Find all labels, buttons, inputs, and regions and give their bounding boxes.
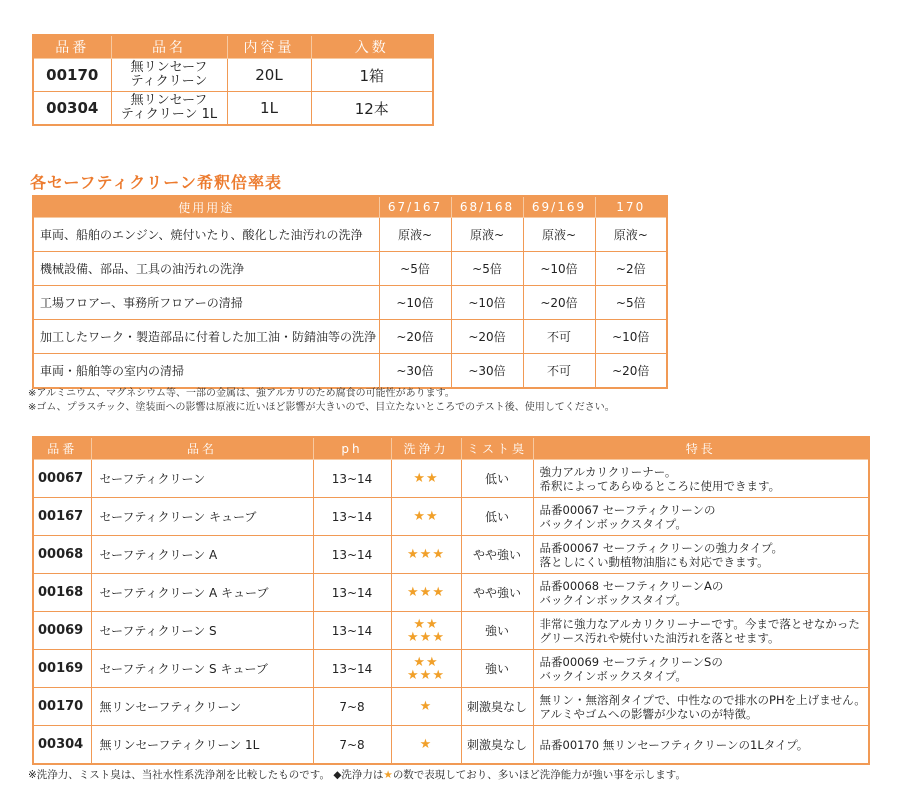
product-ph: 7~8 bbox=[313, 726, 391, 765]
cleaning-power-stars bbox=[391, 460, 461, 498]
ratio-cell: ~30倍 bbox=[379, 354, 451, 389]
usage-cell: 工場フロアー、事務所フロアーの清掃 bbox=[33, 286, 379, 320]
feature-line2: 落としにくい動植物油脂にも対応できます。 bbox=[539, 554, 769, 569]
header-mist-odor: ミスト臭 bbox=[461, 437, 533, 460]
mist-odor: 低い bbox=[461, 460, 533, 498]
mist-odor: 刺激臭なし bbox=[461, 726, 533, 765]
header-code: 品番 bbox=[33, 437, 91, 460]
stars-line1: ★★ bbox=[413, 509, 439, 524]
feature-line1: 品番00067 セーフティクリーンの bbox=[539, 502, 716, 517]
table-row bbox=[33, 612, 869, 650]
footer-note bbox=[28, 767, 686, 782]
cleaning-power-stars bbox=[391, 612, 461, 650]
header-67-167: 67/167 bbox=[379, 196, 451, 218]
product-code: 00169 bbox=[33, 650, 91, 688]
product-features bbox=[533, 726, 869, 765]
ratio-cell: ~5倍 bbox=[379, 252, 451, 286]
ratio-cell: ~10倍 bbox=[451, 286, 523, 320]
cleaning-power-stars bbox=[391, 688, 461, 726]
ratio-cell: 原液~ bbox=[595, 218, 667, 252]
table-row bbox=[33, 354, 667, 389]
table-row bbox=[33, 688, 869, 726]
stars-line1: ★ bbox=[419, 737, 433, 752]
footer-note-stars-desc: の数で表現しており、多いほど洗浄能力が強い事を示します。 bbox=[392, 769, 686, 781]
product-ph: 7~8 bbox=[313, 688, 391, 726]
product-name-line2: ティクリーン bbox=[130, 74, 208, 89]
table-row bbox=[33, 252, 667, 286]
dilution-notes bbox=[28, 387, 615, 415]
note-metal: ※アルミニウム、マグネシウム等、一部の金属は、強アルカリのため腐食の可能性があります。 bbox=[28, 388, 455, 399]
stars-line1: ★★ bbox=[413, 654, 439, 670]
stars-line1: ★ bbox=[419, 699, 433, 714]
cleaning-power-stars bbox=[391, 536, 461, 574]
ratio-cell: ~20倍 bbox=[523, 286, 595, 320]
product-qty: 1箱 bbox=[311, 59, 433, 92]
product-code: 00068 bbox=[33, 536, 91, 574]
feature-line2: バックインボックスタイプ。 bbox=[539, 516, 687, 531]
usage-cell: 機械設備、部品、工具の油汚れの洗浄 bbox=[33, 252, 379, 286]
header-qty: 入数 bbox=[311, 35, 433, 59]
ratio-cell: ~10倍 bbox=[523, 252, 595, 286]
mist-odor: やや強い bbox=[461, 574, 533, 612]
header-ph: ph bbox=[313, 437, 391, 460]
product-name bbox=[111, 59, 227, 92]
ratio-cell: ~10倍 bbox=[595, 320, 667, 354]
feature-line1: 品番00069 セーフティクリーンSの bbox=[539, 654, 723, 669]
header-name: 品名 bbox=[91, 437, 313, 460]
ratio-cell: ~5倍 bbox=[595, 286, 667, 320]
star-icon: ★ bbox=[383, 769, 393, 781]
mist-odor: やや強い bbox=[461, 536, 533, 574]
feature-line2: 希釈によってあらゆるところに使用できます。 bbox=[539, 478, 781, 493]
footer-note-comparison: ※洗浄力、ミスト臭は、当社水性系洗浄剤を比較したものです。 bbox=[28, 769, 330, 781]
stars-line1: ★★★ bbox=[407, 547, 445, 562]
cleaning-power-stars bbox=[391, 726, 461, 765]
header-use: 使用用途 bbox=[33, 196, 379, 218]
product-name: セーフティクリーン A bbox=[91, 536, 313, 574]
product-code: 00168 bbox=[33, 574, 91, 612]
ratio-cell: 原液~ bbox=[379, 218, 451, 252]
stars-line2: ★★★ bbox=[407, 629, 445, 645]
product-code: 00304 bbox=[33, 92, 111, 126]
product-features bbox=[533, 460, 869, 498]
product-ph: 13~14 bbox=[313, 574, 391, 612]
product-features bbox=[533, 688, 869, 726]
feature-line1: 非常に強力なアルカリクリーナーです。今まで落とせなかった bbox=[539, 616, 860, 631]
product-name-line1: 無リンセーフ bbox=[130, 93, 208, 108]
feature-line1: 品番00170 無リンセーフティクリーンの1Lタイプ。 bbox=[539, 737, 809, 752]
feature-line1: 強力アルカリクリーナー。 bbox=[539, 464, 677, 479]
product-name: セーフティクリーン A キューブ bbox=[91, 574, 313, 612]
dilution-table-header bbox=[33, 196, 667, 218]
product-name: 無リンセーフティクリーン 1L bbox=[91, 726, 313, 765]
stars-line1: ★★★ bbox=[407, 585, 445, 600]
mist-odor: 低い bbox=[461, 498, 533, 536]
ratio-cell: 不可 bbox=[523, 320, 595, 354]
header-volume: 内容量 bbox=[227, 35, 311, 59]
product-name: セーフティクリーン S bbox=[91, 612, 313, 650]
product-ph: 13~14 bbox=[313, 536, 391, 574]
ratio-cell: 原液~ bbox=[523, 218, 595, 252]
product-name-line1: 無リンセーフ bbox=[130, 60, 208, 75]
ratio-cell: ~2倍 bbox=[595, 252, 667, 286]
product-features bbox=[533, 498, 869, 536]
table-row bbox=[33, 498, 869, 536]
product-code: 00167 bbox=[33, 498, 91, 536]
product-code: 00304 bbox=[33, 726, 91, 765]
product-volume: 1L bbox=[227, 92, 311, 126]
ratio-cell: 不可 bbox=[523, 354, 595, 389]
product-name: セーフティクリーン S キューブ bbox=[91, 650, 313, 688]
usage-cell: 車両、船舶のエンジン、焼付いたり、酸化した油汚れの洗浄 bbox=[33, 218, 379, 252]
product-code: 00170 bbox=[33, 688, 91, 726]
table-row bbox=[33, 536, 869, 574]
feature-line1: 無リン・無溶剤タイプで、中性なので排水のPHを上げません。 bbox=[539, 692, 866, 707]
ratio-cell: ~20倍 bbox=[451, 320, 523, 354]
table-row bbox=[33, 726, 869, 765]
ratio-cell: 原液~ bbox=[451, 218, 523, 252]
table-row bbox=[33, 218, 667, 252]
ratio-cell: ~20倍 bbox=[595, 354, 667, 389]
dilution-table bbox=[32, 195, 668, 389]
feature-line1: 品番00067 セーフティクリーンの強力タイプ。 bbox=[539, 540, 784, 555]
feature-line2: グリース汚れや焼付いた油汚れを落とせます。 bbox=[539, 630, 780, 645]
ratio-cell: ~5倍 bbox=[451, 252, 523, 286]
product-ph: 13~14 bbox=[313, 650, 391, 688]
ratio-cell: ~20倍 bbox=[379, 320, 451, 354]
product-volume: 20L bbox=[227, 59, 311, 92]
package-table bbox=[32, 34, 434, 126]
product-qty: 12本 bbox=[311, 92, 433, 126]
header-code: 品番 bbox=[33, 35, 111, 59]
table-row bbox=[33, 460, 869, 498]
mist-odor: 刺激臭なし bbox=[461, 688, 533, 726]
header-features: 特長 bbox=[533, 437, 869, 460]
note-rubber: ※ゴム、プラスチック、塗装面への影響は原液に近いほど影響が大きいので、目立たないところでのテスト後、使用してください。 bbox=[28, 402, 615, 413]
cleaning-power-stars bbox=[391, 574, 461, 612]
dilution-title: 各セーフティクリーン希釈倍率表 bbox=[30, 173, 282, 192]
product-code: 00069 bbox=[33, 612, 91, 650]
product-ph: 13~14 bbox=[313, 460, 391, 498]
header-68-168: 68/168 bbox=[451, 196, 523, 218]
product-features bbox=[533, 612, 869, 650]
cleaning-power-stars bbox=[391, 498, 461, 536]
product-features bbox=[533, 650, 869, 688]
table-row bbox=[33, 286, 667, 320]
mist-odor: 強い bbox=[461, 650, 533, 688]
feature-line2: バックインボックスタイプ。 bbox=[539, 668, 687, 683]
table-row bbox=[33, 320, 667, 354]
ratio-cell: ~10倍 bbox=[379, 286, 451, 320]
feature-line2: バックインボックスタイプ。 bbox=[539, 592, 687, 607]
package-table-header bbox=[33, 35, 433, 59]
table-row bbox=[33, 59, 433, 92]
product-code: 00170 bbox=[33, 59, 111, 92]
usage-cell: 車両・船舶等の室内の清掃 bbox=[33, 354, 379, 389]
product-table-header bbox=[33, 437, 869, 460]
footer-note-stars: ◆洗浄力は bbox=[333, 769, 384, 781]
header-69-169: 69/169 bbox=[523, 196, 595, 218]
table-row bbox=[33, 92, 433, 126]
feature-line1: 品番00068 セーフティクリーンAの bbox=[539, 578, 724, 593]
table-row bbox=[33, 650, 869, 688]
product-name: セーフティクリーン bbox=[91, 460, 313, 498]
header-170: 170 bbox=[595, 196, 667, 218]
header-name: 品名 bbox=[111, 35, 227, 59]
ratio-cell: ~30倍 bbox=[451, 354, 523, 389]
product-code: 00067 bbox=[33, 460, 91, 498]
stars-line1: ★★ bbox=[413, 471, 439, 486]
feature-line2: アルミやゴムへの影響が少ないのが特徴。 bbox=[539, 706, 758, 721]
stars-line1: ★★ bbox=[413, 616, 439, 632]
header-cleaning-power: 洗浄力 bbox=[391, 437, 461, 460]
product-ph: 13~14 bbox=[313, 498, 391, 536]
product-name: セーフティクリーン キューブ bbox=[91, 498, 313, 536]
stars-line2: ★★★ bbox=[407, 667, 445, 683]
product-name: 無リンセーフティクリーン bbox=[91, 688, 313, 726]
product-features bbox=[533, 536, 869, 574]
product-name bbox=[111, 92, 227, 126]
usage-cell: 加工したワーク・製造部品に付着した加工油・防錆油等の洗浄 bbox=[33, 320, 379, 354]
cleaning-power-stars bbox=[391, 650, 461, 688]
product-features bbox=[533, 574, 869, 612]
mist-odor: 強い bbox=[461, 612, 533, 650]
product-ph: 13~14 bbox=[313, 612, 391, 650]
product-name-line2: ティクリーン 1L bbox=[120, 107, 218, 122]
product-table bbox=[32, 436, 870, 765]
table-row bbox=[33, 574, 869, 612]
